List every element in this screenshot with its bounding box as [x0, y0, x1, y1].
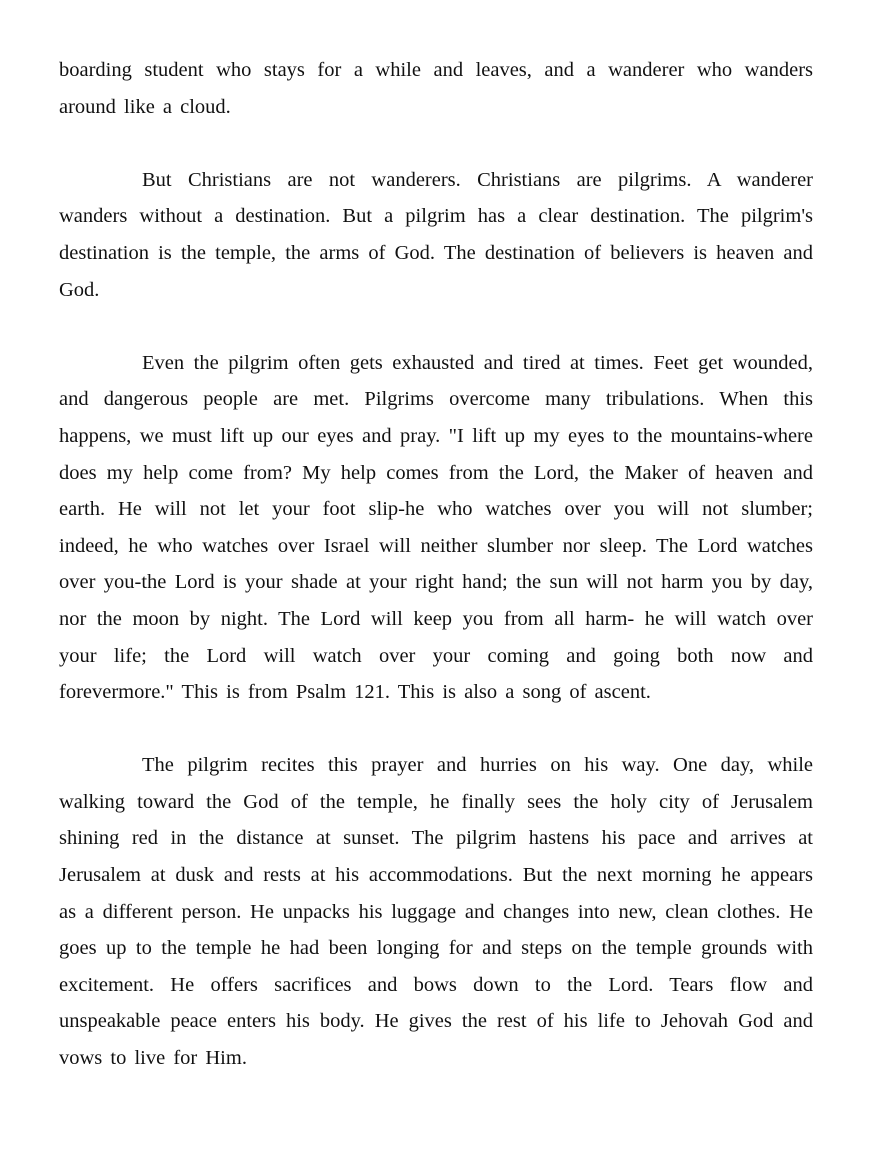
- document-page: [59, 52, 813, 1077]
- paragraph-continuation: boarding student who stays for a while and leaves, and a wanderer who wanders around like a cloud.: [59, 59, 813, 118]
- paragraph-pilgrims: But Christians are not wanderers. Christians are pilgrims. A wanderer wanders without a destination. But a pilgrim has a clear destination. The pilgrim's destination is the temple, the arms of God. The destination of believers is heaven and God.: [59, 168, 813, 301]
- paragraph-psalm-121: Even the pilgrim often gets exhausted and tired at times. Feet get wounded, and dangerous people are met. Pilgrims overcome many tribulations. When this happens, we must lift up our eyes and pray. "I lift up my eyes to the mountains-where does my help come from? My help comes from the Lord, the Maker of heaven and earth. He will not let your foot slip-he who watches over you will not slumber; indeed, he who watches over Israel will neither slumber nor sleep. The Lord watches over you-the Lord is your shade at your right hand; the sun will not harm you by day, nor the moon by night. The Lord will keep you from all harm- he will watch over your life; the Lord will watch over your coming and going both now and forevermore." This is from Psalm 121. This is also a song of ascent.: [59, 351, 813, 704]
- paragraph-jerusalem: The pilgrim recites this prayer and hurries on his way. One day, while walking toward the God of the temple, he finally sees the holy city of Jerusalem shining red in the distance at sunset. The pilgrim hastens his pace and arrives at Jerusalem at dusk and rests at his accommodations. But the next morning he appears as a different person. He unpacks his luggage and changes into new, clean clothes. He goes up to the temple he had been longing for and steps on the temple grounds with excitement. He offers sacrifices and bows down to the Lord. Tears flow and unspeakable peace enters his body. He gives the rest of his life to Jehovah God and vows to live for Him.: [59, 754, 813, 1070]
